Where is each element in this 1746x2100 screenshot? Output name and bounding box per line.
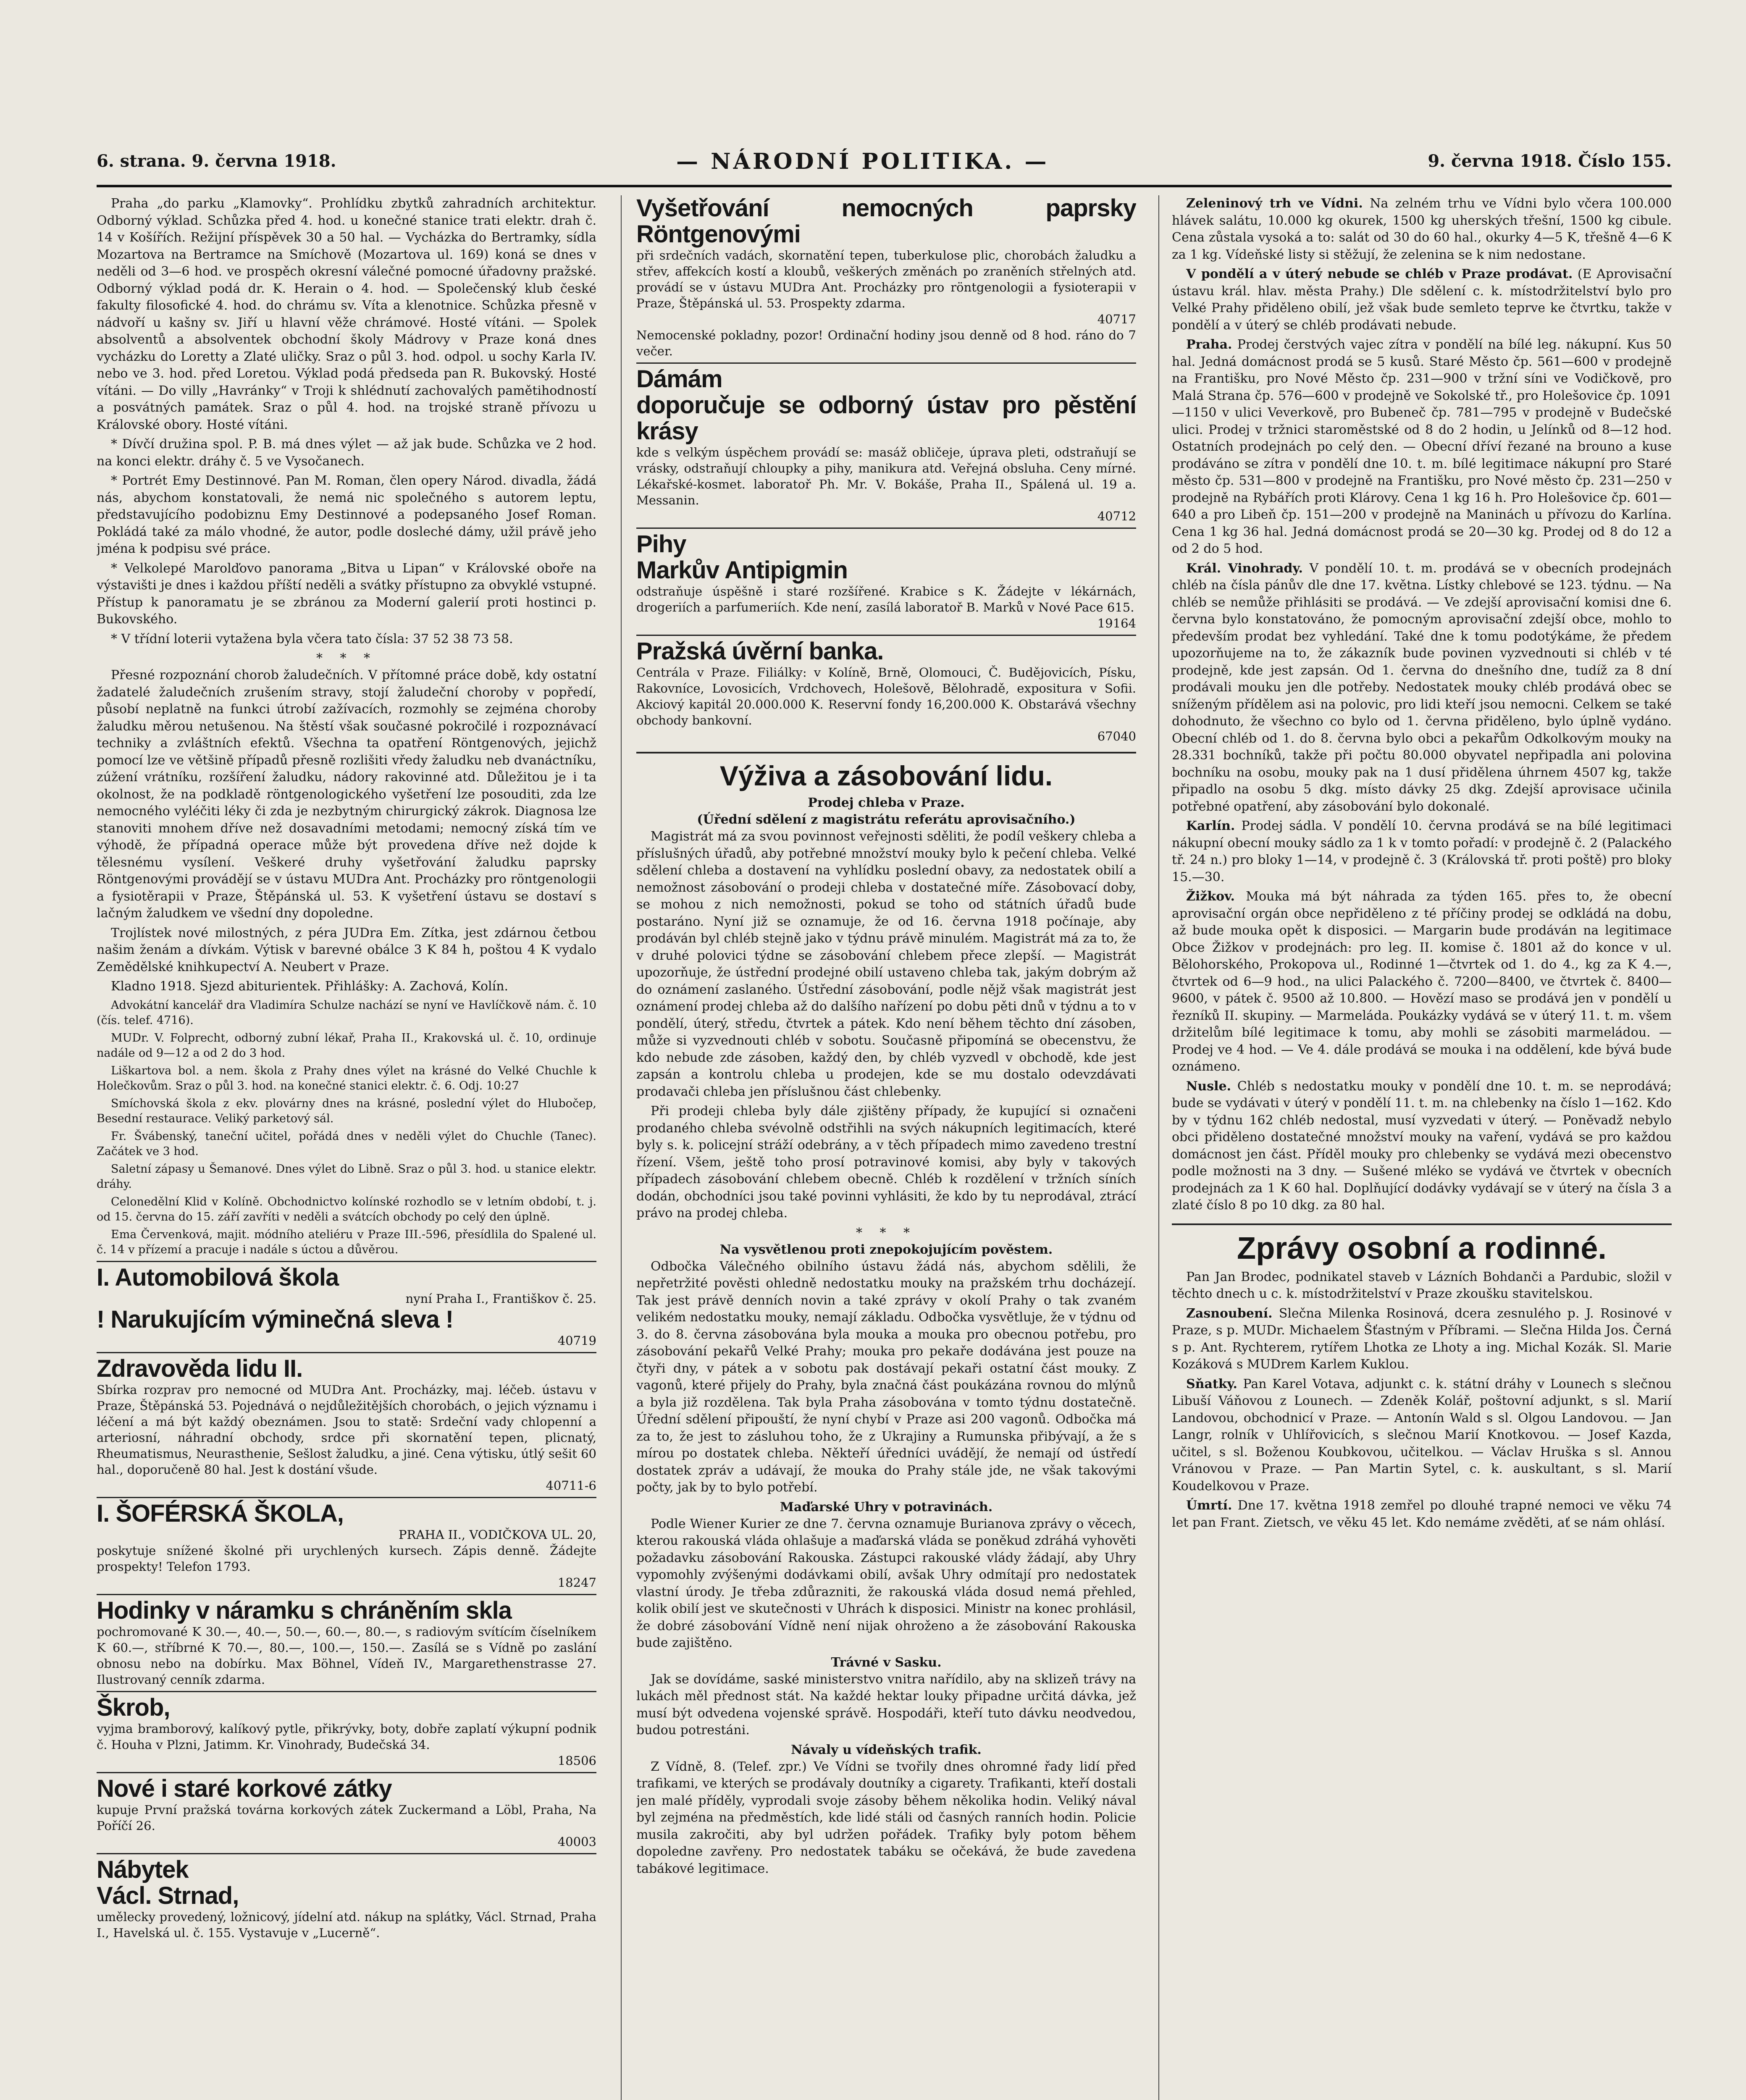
ad-corks <box>97 1772 596 1850</box>
paragraph-heading: Úmrtí. <box>1186 1498 1232 1513</box>
ad-title: I. Automobilová škola <box>97 1263 339 1291</box>
article-text: V pondělí 10. t. m. prodává se v obecních prodejnách chléb na čísla pánův dle dne 17. května. Lístky chlebové se 123. týdnu. — Na chléb se nemůže přihlásiti se prodává. — Ve zdejší aprovisační komisi dne 6. června bylo konstatováno, že pomocným aprovisační zdejší obce, mohlo to především prodat bez vyhledání. Také dne k tomu podotýkáme, že předem upozorňujeme na to, že zákazník bude povinen vyzvednouti si chléb v té prodejně, kde jest zapsán. Od 1. června do dnešního dne, tudíž za 8 dní prodávali mouku jen dle potřeby. Nedostatek mouky chléb prodává obec se sníženým přídělem asi na polovic, pro lidi kteří jsou nemocni. Celkem se také dohodnuto, že všechno co bylo od 1. června přiděleno, bylo úplně vydáno. Obecní chléb od 1. do 8. června bylo obci a pekařům Odkolkovým mouky na 28.331 bochníků, takže při počtu 80.000 obyvatel nepřipadla ani polovina bochníku na osobu, mouky pak na 1 dusí přidělena úhrnem 4507 kg, takže připadlo na osobu 5 dkg. místo dávky 25 dkg. Zdejší aprovisace učinila potřebné opatření, aby zásobování bylo dokonalé. <box>1172 561 1672 814</box>
article-text: Prodej sádla. V pondělí 10. června prodává se na bílé legitimaci nákupní obecní mouky sádlo za 1 k v tomto pořadí: v prodejně č. 2 (Palackého tř. 24 n.) pro bloky 1—14, v prodejně č. 3 (Královská tř. proti poště) pro bloky 15.—30. <box>1172 819 1672 885</box>
article-paragraph: Kladno 1918. Sjezd abiturientek. Přihlášky: A. Zachová, Kolín. <box>111 979 509 994</box>
article-paragraph: Trojlístek nové milostných, z péra JUDra Em. Zítka, jest zdárnou četbou našim ženám a dívkám. Výtisk v barevné obálce 3 K 84 h, poštou 4 K vydalo Zemědělské knihkupectví A. Neubert v Praze. <box>97 925 596 974</box>
article-text: Chléb s nedostatku mouky v pondělí dne 10. t. m. se neprodává; bude se vydávati v úterý v pondělí 11. t. m. na chlebenky na číslo 1—162. Kdo by v týdnu 162 chléb nedostal, musí vyzvedati v úterý. — Poněvadž nebylo obci přiděleno dostatečné množství mouky na vaření, vydává se pro každou domácnost jen část. Příděl mouky pro chlebenky se vydává mezi obecenstvo podle možnosti na 3 dny. — Sušené mléko se vydává ve čtvrtek v obecních prodejnách za 1 K 60 hal. Doplňující dodávky vydávají se v úterý na čísla 3 a zlaté číslo 8 po 10 dkg. za 80 hal. <box>1172 1079 1672 1213</box>
subheading: Maďarské Uhry v potravinách. <box>780 1499 993 1515</box>
article-text: Pan Karel Votava, adjunkt c. k. státní dráhy v Lounech s slečnou Libuší Váňovou z Lounech. — Zdeněk Kolář, poštovní adjunkt, s sl. Marií Landovou, obchodnicí v Praze. — Antonín Wald s sl. Olgou Landovou. — Jan Langr, rolník v Uhlířovicích, s slečnou Marií Knotkovou. — Josef Kazda, učitel, s sl. Boženou Koubkovou, učitelkou. — Václav Hruška s sl. Annou Vránovou v Praze. — Pan Martin Sytel, c. k. auskultant, s sl. Marií Koudelkovou v Praze. <box>1172 1376 1672 1494</box>
notice: Advokátní kancelář dra Vladimíra Schulze nachází se nyní ve Havlíčkově nám. č. 10 (čís. telef. 4716). <box>97 998 596 1027</box>
notice: MUDr. V. Folprecht, odborný zubní lékař, Praha II., Krakovská ul. č. 10, ordinuje nadále od 9—12 a od 2 do 3 hod. <box>97 1031 596 1060</box>
paragraph-heading: Karlín. <box>1186 819 1235 833</box>
subheading: Trávné v Sasku. <box>831 1655 942 1670</box>
article-paragraph: Z Vídně, 8. (Telef. zpr.) Ve Vídni se tvořily dnes ohromné řady lidí před trafikami, ve kterých se prodávaly doutníky a cigarety. Trafikanti, kteří dostali jen malé příděly, vyprodali svoje zásoby během několika hodin. Veliký nával byl zejména na předměstích, kde lidé stáli od časných ranních hodin. Policie musila zakročiti, aby byl udržen pořádek. Trafiky byly potom během dopoledne zavřeny. Pro nedostatek tabáku se očekává, že bude zavedena tabákové legitimace. <box>636 1759 1136 1876</box>
article-paragraph: * Portrét Emy Destinnové. Pan M. Roman, člen opery Národ. divadla, žádá nás, abychom konstatovali, že nemá nic společného s autorem leptu, představujícího podobiznu Emy Destinnové a podepsaného Josef Roman. Pokládá také za málo vhodné, že autor, podle dosleché dámy, užil právě jeho jména k podpisu své práce. <box>97 473 596 556</box>
ad-text: při srdečních vadách, skornatění tepen, tuberkulose plic, chorobách žaludku a střev, affekcích kostí a kloubů, veškerých změnách po zraněních střelných atd. provádí se v ústavu MUDra Ant. Procházky pro röntgenologii a fysioterapii v Praze, Štěpánská ul. 53. Prospekty zdarma. <box>636 248 1136 310</box>
masthead-rule <box>97 185 1672 187</box>
ad-title: Pražská úvěrní banka. <box>636 638 884 665</box>
subheading: Prodej chleba v Praze. <box>808 795 965 810</box>
paragraph-heading: Král. Vinohrady. <box>1186 561 1303 576</box>
notice: Ema Červenková, majit. módního ateliéru v Praze III.-596, přesídlila do Spalené ul. č. 14 v přízemí a pracuje i nadále s úctou a důvěrou. <box>97 1228 596 1256</box>
ad-wristwatches <box>97 1594 596 1688</box>
ad-text: Sbírka rozprav pro nemocné od MUDra Ant. Procházky, maj. léčeb. ústavu v Praze, Štěpánská 53. Pojednává o nejdůležitějších chorobách, o jejich významu i léčení a má být každý obeznámen. Jsou to statě: Srdeční vady chlopenní a arteriosní, náhradní obchody, srdce při skornatění tepen, plicnatý, Rheumatismus, Neurasthenie, Sešlost žaludku, a jiné. Cena výtisku, útlý sešit 60 hal., doporučeně 80 hal. Jest k dostání všude. <box>97 1382 596 1477</box>
article-paragraph: Při prodeji chleba byly dále zjištěny případy, že kupující si označeni prodaného chleba svévolně odstřihli na svých nákupních legitimacích, které byly s. k. policejní stráží odebrány, a v těch případech mimo zavedeno trestní řízení. Všem, ještě toho prosí potravinové komisi, aby byly v takových případech zásobování chlebem obecně. Chléb k rozdělení v tržních síních dodán, obchodníci jsou také povinni vyhlásiti, že kdo by tu neprodával, ztrácí právo na prodej chleba. <box>636 1104 1136 1221</box>
ad-text: umělecky provedený, ložnicový, jídelní atd. nákup na splátky, Václ. Strnad, Praha I., Havelská ul. č. 155. Vystavuje v „Lucerně“. <box>97 1909 596 1940</box>
issue-date-number: 9. června 1918. Číslo 155. <box>1428 151 1672 171</box>
subheading: Na vysvětlenou proti znepokojujícím pověstem. <box>719 1242 1053 1257</box>
paragraph-heading: Nusle. <box>1186 1079 1231 1094</box>
ad-title: Dámám <box>636 365 722 393</box>
ad-number: 40712 <box>1097 509 1136 523</box>
paragraph-heading: V pondělí a v úterý nebude se chléb v Praze prodávat. <box>1186 267 1573 281</box>
ad-furniture <box>97 1853 596 1941</box>
ad-antipigmin <box>636 528 1136 631</box>
separator: * * * <box>856 1225 917 1240</box>
ad-title: Hodinky v náramku s chráněním skla <box>97 1596 512 1624</box>
ad-text: kde s velkým úspěchem provádí se: masáž obličeje, úprava pleti, odstraňují se vrásky, odstraňují chloupky a pihy, manikura atd. Veřejná obsluha. Ceny mírné. Lékařské-kosmet. laboratoř Ph. Mr. V. Bokáše, Praha II., Spálená ul. 19 a. Messanin. <box>636 445 1136 507</box>
ad-credit-bank <box>636 635 1136 744</box>
ad-title: I. ŠOFÉRSKÁ ŠKOLA, <box>97 1499 344 1527</box>
ad-number: 19164 <box>1097 616 1136 630</box>
paragraph-heading: Zasnoubení. <box>1186 1306 1273 1321</box>
ad-title: Nábytek <box>97 1856 189 1883</box>
ad-text: kupuje První pražská továrna korkových zátek Zuckermand a Löbl, Praha, Na Poříčí 26. <box>97 1802 596 1833</box>
ad-title: Pihy <box>636 530 686 558</box>
notice: Liškartova bol. a nem. škola z Prahy dnes výlet na krásné do Velké Chuchle k Holečkovům. Sraz o půl 3. hod. na konečné stanici elektr. č. 6. Odj. 10:27 <box>97 1064 596 1092</box>
paragraph-heading: Žižkov. <box>1186 889 1235 904</box>
paragraph-heading: Sňatky. <box>1186 1376 1237 1391</box>
ad-text: odstraňuje úspěšně i staré rozšířené. Krabice s K. Žádejte v lékárnách, drogeriích a parfumeriích. Kde není, zasílá laboratoř B. Marků v Nové Pace 615. <box>636 584 1136 614</box>
article-text: (E Aprovisační ústavu král. hlav. města Prahy.) Dle sdělení c. k. místodržitelství bylo pro Velké Prahy přiděleno obilí, jež však bude semleto teprve ke čtvrtku, takže v pondělí a v úterý se chléb prodávati nebude. <box>1172 267 1672 333</box>
masthead <box>97 151 1672 181</box>
ad-title: doporučuje se odborný ústav pro pěstění krásy <box>636 391 1136 445</box>
paragraph-heading: Zeleninový trh ve Vídni. <box>1186 196 1363 211</box>
column-2 <box>636 195 1136 2100</box>
ad-starch <box>97 1691 596 1769</box>
ad-text: Centrála v Praze. Filiálky: v Kolíně, Brně, Olomouci, Č. Budějovicích, Písku, Rakovníce, Lovosicích, Vrdchovech, Holešově, Bělohradě, expositura v Sofii. Akciový kapitál 20.000.000 K. Reservní fondy 16,200.000 K. Obstarává všechny obchody bankovní. <box>636 665 1136 727</box>
ad-number: 18506 <box>557 1753 596 1768</box>
ad-name: Václ. Strnad, <box>97 1882 239 1909</box>
ad-number: 40719 <box>557 1333 596 1348</box>
ad-roentgen <box>636 195 1136 359</box>
ad-title: Zdravověda lidu II. <box>97 1354 303 1382</box>
ad-chauffeur-school <box>97 1497 596 1591</box>
ad-automobile-school <box>97 1261 596 1349</box>
newspaper-title: — NÁRODNÍ POLITIKA. — <box>676 149 1049 174</box>
article-paragraph: * Velkolepé Marolďovo panorama „Bitva u Lipan“ v Královské oboře na výstavišti je dnes i každou příští neděli a svátky přístupno za obvyklé vstupné. Přístup k panoramatu je se zbránou za Moderní galerií proti hostinci p. Bukovského. <box>97 561 596 627</box>
ad-address: PRAHA II., VODIČKOVA UL. 20, <box>399 1527 596 1542</box>
ad-text: pochromované K 30.—, 40.—, 50.—, 60.—, 80.—, s radiovým svítícím číselníkem K 60.—, stříbrné K 70.—, 80.—, 100.—, 150.—. Zasílá se s Vídně po zaslání obnosu nebo na dobírku. Max Böhnel, Vídeň IV., Margarethenstrasse 27. Ilustrovaný cenník zdarma. <box>97 1624 596 1687</box>
article-paragraph: Odbočka Válečného obilního ústavu žádá nás, abychom sdělili, že nepřetržité pověsti ohledně nedostatku mouky na pražském trhu docházejí. Tak jest právě denních novin a také zprávy v okolí Prahy o tak zvaném velikém nedostatku mouky, nemají základu. Odbočka vysvětluje, že v týdnu od 3. do 8. června zásobována byla mouka a mouka pro obecnou potřebu, pro zásobování pekařů Velké Prahy; mouka pro pekaře dodávána jest pouze na čtyři dny, v pátek a v sobotu pak dostávají pekaři ostatní část mouky. Z vagonů, které přijely do Prahy, byla značná část poukázána rovnou do mlýnů a byla již rozdělena. Tak byla Praha zásobována v tomto týdnu dostatečně. Úřední sdělení připouští, že nyní chybí v Praze asi 200 vagonů. Odbočka má za to, že jest to zásluhou toho, že z Ukrajiny a Rumunska přibývají, a že s mírou po dostatek chleba. Někteří úředníci uvádějí, že nemají od ústředí dostatek zpráv a udávají, že mouka do Prahy stále jde, ne však takovými počty, jak by to bylo potřebí. <box>636 1259 1136 1495</box>
article-text: Slečna Milenka Rosinová, dcera zesnulého p. J. Rosinové v Praze, s p. MUDr. Michaelem Šťastným v Příbrami. — Slečna Hilda Jos. Černá s p. Ant. Rychterem, rytířem Lhotka ze Lhoty a ing. Michal Kozák. Sl. Marie Kozáková s MUDrem Karlem Kuklou. <box>1172 1306 1672 1372</box>
ad-beauty-institute <box>636 362 1136 524</box>
article-text: Dne 17. května 1918 zemřel po dlouhé trapné nemoci ve věku 74 let pan Frant. Zietsch, ve věku 45 let. Kdo nemáme zvěděti, ať se nám ohlásí. <box>1172 1498 1672 1530</box>
subheading: (Úřední sdělení z magistrátu referátu aprovisačního.) <box>697 812 1076 827</box>
ad-number: 40717 <box>1097 312 1136 326</box>
notice: Celonedělní Klid v Kolíně. Obchodnictvo kolínské rozhodlo se v letním období, t. j. od 15. června do 15. září zavříti v neděli a svátcích obchody po celý den úplně. <box>97 1195 596 1223</box>
article-text: Na zelném trhu ve Vídni bylo včera 100.000 hlávek salátu, 10.000 kg okurek, 1500 kg uherských třešní, 1500 kg cibule. Cena zůstala vysoká a to: salát od 30 do 60 hal., okurky 4—5 K, třešně 4—6 K za 1 kg. Vídeňské listy si stěžují, že zelenina se k nim nedostane. <box>1172 196 1672 262</box>
paragraph-heading: Praha. <box>1186 337 1232 352</box>
notice: Saletní zápasy u Šemanové. Dnes výlet do Libně. Sraz o půl 3. hod. u stanice elektr. dráhy. <box>97 1162 596 1191</box>
article-text: Prodej čerstvých vajec zítra v pondělí na bílé leg. nákupní. Kus 50 hal. Jedná domácnost prodá se 5 kusů. Staré Město čp. 561—600 v prodejně na Františku, pro Nové Město čp. 231—900 v tržní síni ve Vodičkově, pro Malá Strana čp. 576—600 v prodejně ve Sokolské tř., pro Holešovice čp. 1091—1150 v ulici Veverkově, pro Bubeneč čp. 781—795 v prodejně v Budečské ulici. Prodej v tržnici staroměstské od 8 do 2 hodin, u Jelínků od 8—12 hod. Ostatních prodejnách po celý den. — Obecní dříví řezané na brouno a kuse prodáváno se zítra v pondělí dne 10. t. m. bílé legitimace nákupní pro Staré město čp. 531—800 v prodejně na Františku, pro Nové město čp. 231—250 v prodejně na Rybářích proti Klárovy. Cena 1 kg 16 h. Pro Holešovice čp. 601—640 a pro Libeň čp. 151—200 v prodejně na Maninách u přívozu do Karlína. Cena 1 kg 36 hal. Jedná domácnost prodá se 20—30 kg. Prodej od 8 do 12 a od 2 do 5 hod. <box>1172 337 1672 556</box>
notice: Fr. Švábenský, taneční učitel, pořádá dnes v neděli výlet do Chuchle (Tanec). Začátek ve 3 hod. <box>97 1129 596 1158</box>
ad-text: nyní Praha I., Františkov č. 25. <box>405 1291 596 1306</box>
section-heading: Výživa a zásobování lidu. <box>636 752 1136 792</box>
article-paragraph: Podle Wiener Kurier ze dne 7. června oznamuje Burianova zprávy o věcech, kterou rakouská vláda ohlašuje a maďarská vláda se poněkud zdráhá vyhověti požadavku zásobování Rakouska. Zástupci rakouské vlády žádají, aby Uhry vypomohly zvýšenými dodávkami obilí, avšak Uhry odmítají pro nedostatek vlastní úrody. Je třeba zdůrazniti, že rakouská vláda dosud nemá přehled, kolik obilí jest ve skutečnosti v Uhrách k disposici. Ministr na konec prohlásil, že dobré zásobování Vídně není nijak ohroženo a že zásobování Rakouska bude zajištěno. <box>636 1516 1136 1650</box>
subheading: Návaly u vídeňských trafik. <box>791 1742 982 1757</box>
article-paragraph: Jak se dovídáme, saské ministerstvo vnitra nařídilo, aby na sklizeň trávy na lukách měl přednost stát. Na každé hektar louky připadne určitá dávka, jež musí být odvedena vojenské správě. Hospodáři, kteří tuto dávku neodvedou, budou potrestáni. <box>636 1672 1136 1738</box>
column-1 <box>97 195 596 2100</box>
article-paragraph: Magistrát má za svou povinnost veřejnosti sděliti, že podíl veškery chleba a příslušných úřadů, aby potřebné množství mouky bylo k pečení chleba. Velké sdělení chleba a dostavení na vyhlídku poslední obavy, za nedostatek obilí a nemožnost zásobování o prodeji chleba v dostatečné míře. Zásobovací doby, se mohou z nich nemožnosti, pokud se toho od státních úřadů bude postaráno. Nyní již se oznamuje, že od 16. června 1918 počínaje, aby prodáván byl chléb stejně jako v týdnu právě minulém. Magistrát má za to, že v druhé polovici týdne se zásobování chlebem přece zlepší. — Magistrát upozorňuje, že ústřední prodejné obilí ustaveno chleba tak, jakým dobrým až do oznámení zaslaného. Ústřední zásobování, podle nějž však magistrát jest oznámení prodej chleba až do dalšího nařízení po dobu pěti dnů v týdnu a to v pondělí, úterý, středu, čtvrtek a pátek. Kdo není během těchto dní zásoben, může si vyzvednouti chléb v sobotu. Současně připomíná se obecenstvu, že kdo nebude zde zásoben, každý den, by chléb vyzvedl v obchodě, kde jest zapsán a kontrolu chleba u prodejen, kde se mu dostalo odevzdávati prodavači chleba jen příslušnou část chlebenky. <box>636 829 1136 1099</box>
notice: Smíchovská škola z ekv. plovárny dnes na krásné, poslední výlet do Hlubočep, Besední restaurace. Veliký parketový sál. <box>97 1097 596 1125</box>
article-paragraph: * Dívčí družina spol. P. B. má dnes výlet — až jak bude. Schůzka ve 2 hod. na konci elektr. dráhy č. 5 ve Vysočanech. <box>97 437 596 469</box>
article-paragraph: Praha „do parku „Klamovky“. Prohlídku zbytků zahradních architektur. Odborný výklad. Schůzka před 4. hod. u konečné stanice trati elektr. drah č. 14 v Košířích. Režijní příspěvek 30 a 50 hal. — Vycházka do Bertramky, sídla Mozartova na Bertramce na Smíchově (Mozartova ul. 169) koná se dnes v neděli od 3—6 hod. ve prospěch okresní válečné pomocné úřadovny pražské. Odborný výklad podá dr. K. Herain o 4. hod. — Společenský klub české fakulty filosofické 4. hod. do chrámu sv. Víta a klenotnice. Schůzka přesně v nádvoří u kašny sv. Jiří u hlavní věže chrámové. Hosté vítáni. — Spolek absolventů a absolventek obchodní školy Mádrovy v Praze koná dnes vycházku do Loretty a Zlaté uličky. Sraz o půl 3. hod. odpol. u sochy Karla IV. nebo ve 3. hod. před Loretou. Výklad podá předseda pan R. Bukovský. Hosté vítáni. — Do villy „Havránky“ v Troji k shlédnutí zachovalých pamětihodností a posvátných památek. Sraz o půl 4. hod. na trojské straně přívozu u Královské obory. Hosté vítáni. <box>97 196 596 432</box>
ad-title: ! Narukujícím výminečná sleva ! <box>97 1305 454 1333</box>
ad-zdravoveda <box>97 1352 596 1494</box>
column-rule <box>1158 195 1159 2100</box>
ad-title: Nové i staré korkové zátky <box>97 1774 392 1802</box>
ad-text: Nemocenské pokladny, pozor! Ordinační hodiny jsou denně od 8 hod. ráno do 7 večer. <box>636 328 1136 358</box>
column-3 <box>1172 195 1672 2100</box>
ad-number: 67040 <box>1097 729 1136 743</box>
article-paragraph: * V třídní loterii vytažena byla včera tato čísla: 37 52 38 73 58. <box>111 631 513 646</box>
ad-text: vyjma bramborový, kalíkový pytle, přikrývky, boty, dobře zaplatí výkupní podnik č. Houha v Plzni, Jatimm. Kr. Vinohrady, Budečská 34. <box>97 1721 596 1752</box>
separator: * * * <box>316 651 377 666</box>
section-heading: Zprávy osobní a rodinné. <box>1172 1223 1672 1266</box>
article-paragraph: Pan Jan Brodec, podnikatel staveb v Lázních Bohdanči a Pardubic, složil v těchto dnech u c. k. místodržitelství v Praze zkoušku stavitelskou. <box>1172 1269 1672 1301</box>
ad-number: 40003 <box>557 1834 596 1849</box>
ad-number: 40711-6 <box>546 1478 596 1493</box>
ad-number: 18247 <box>557 1575 596 1590</box>
article-paragraph: Přesné rozpoznání chorob žaludečních. V přítomné práce době, kdy ostatní žadatelé žaludečních zrušením stravy, stojí žaludeční choroby v popředí, působí neplatně na funkci útrobí zažívacích, rozmohly se zejména choroby žaludku měrou netušenou. Na štěstí však současné pokročilé i rozpoznávací techniky a zvláštních efektů. Všechna ta opatření Röntgenových, jejichž pomocí lze ve většině případů přesně rozlišiti vředy žaludku neb dvanáctníku, zúžení vrátníku, rozšíření žaludku, nádory rakovinné atd. Důležitou je i ta okolnost, že na podkladě röntgenologického vyšetření lze posouditi, zda lze nemocného vyléčiti léky či zda je nezbytným chirurgický zákrok. Diagnosa lze stanoviti mnohem dříve než dosavadními metodami; nemocný získá tím ve výhodě, že případná operace může být provedena dříve než dojde k tělesnému vysílení. Veškeré druhy vyšetřování žaludku paprsky Röntgenovými provádějí se v ústavu MUDra Ant. Procházky pro röntgenologii a fysiotěrapii v Praze, Štěpánská ul. 53. K vyšetření ústavu se dostaví s lačným žaludkem ve všední dny dopoledne. <box>97 668 596 921</box>
article-text: Mouka má být náhrada za týden 165. přes to, že obecní aprovisační orgán obce nepřiděleno z té příčiny prodej se odkládá na dobu, až bude mouka opět k disposici. — Margarin bude prodáván na legitimace Obce Žižkov v prodejnách: pro leg. II. komise č. 1801 až do konce v ul. Bělohorského, Prokopova ul., Rodinné 1—čtvrtek od 1. do 4., kg za K 4.—, čtvrtek od 6—9 hod., na ulici Palackého č. 7200—8400, ve čtvrtek č. 8400—9600, v pátek č. 9500 až 10.800. — Hovězí maso se prodává jen v pondělí u řezníků II. skupiny. — Marmeláda. Poukázky vydává se v úterý 11. t. m. všem držitelům bílé legitimace k tomu, aby mohli se zásobiti marmeládou. — Prodej ve 4 hod. — Ve 4. dále prodává se mouka i na oddělení, kde bývá bude oznámeno. <box>1172 889 1672 1074</box>
ad-title: Škrob, <box>97 1693 170 1721</box>
ad-title: Markův Antipigmin <box>636 556 848 584</box>
page-number-date: 6. strana. 9. června 1918. <box>97 151 336 171</box>
ad-text: poskytuje snížené školné při urychlených kursech. Zápis denně. Žádejte prospekty! Telefon 1793. <box>97 1543 596 1574</box>
ad-title: Vyšetřování nemocných paprsky Röntgenovými <box>636 195 1136 248</box>
column-rule <box>621 195 622 2100</box>
